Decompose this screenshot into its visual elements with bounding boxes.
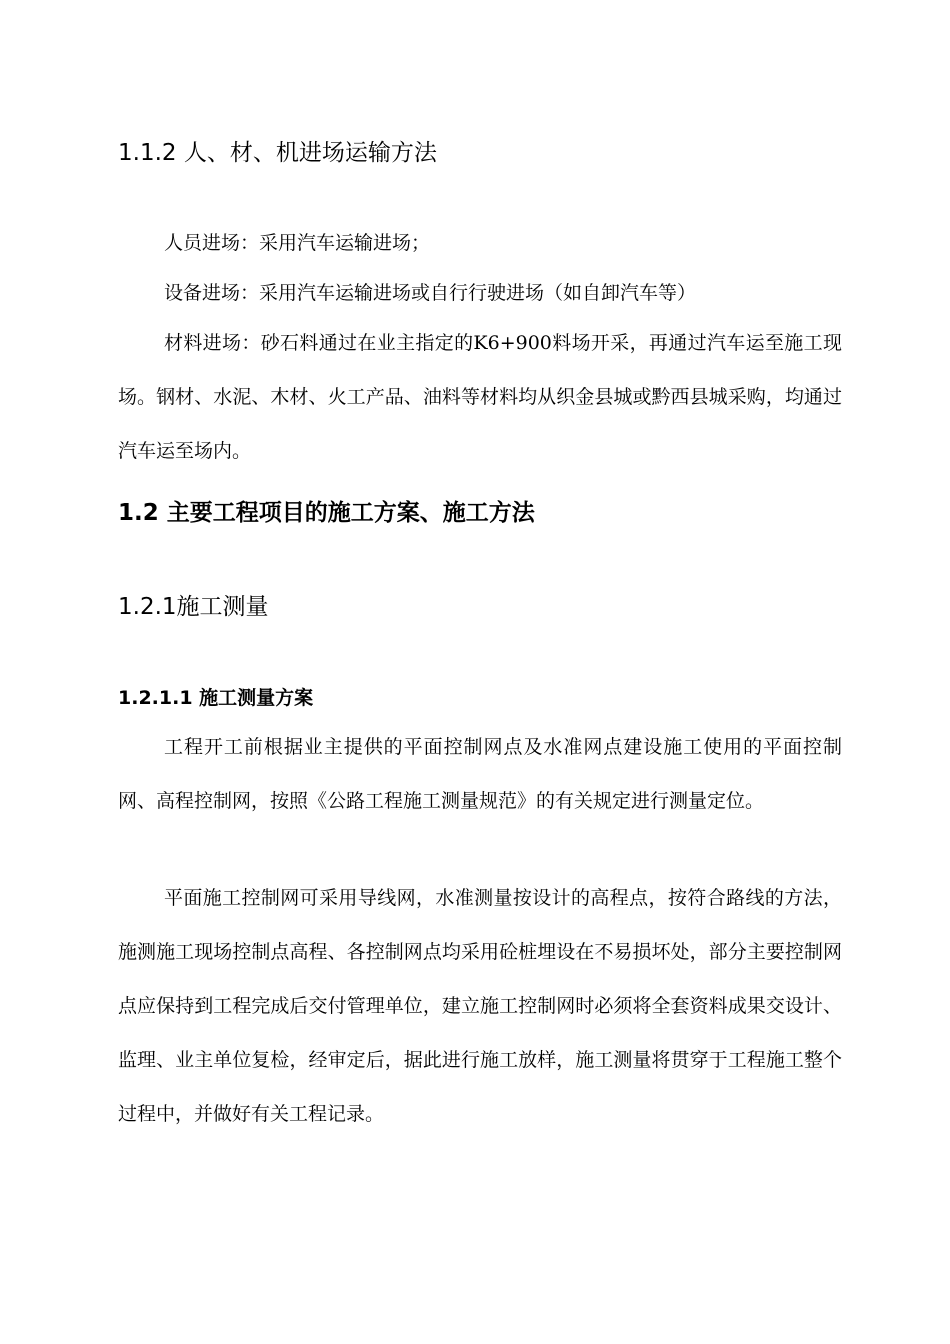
section-heading-1-2: 1.2 主要工程项目的施工方案、施工方法 (118, 500, 535, 526)
paragraph-personnel-entry: 人员进场：采用汽车运输进场； (164, 232, 431, 254)
paragraph-materials-entry: 材料进场：砂石料通过在业主指定的K6+900料场开采，再通过汽车运至施工现场。钢材、水泥、木材、火工产品、油料等材料均从织金县城或黔西县城采购，均通过汽车运至场内。 (118, 332, 842, 462)
paragraph-survey-plan: 工程开工前根据业主提供的平面控制网点及水准网点建设施工使用的平面控制网、高程控制网，按照《公路工程施工测量规范》的有关规定进行测量定位。 (118, 736, 842, 812)
paragraph-control-network: 平面施工控制网可采用导线网，水准测量按设计的高程点，按符合路线的方法，施测施工现场控制点高程、各控制网点均采用砼桩埋设在不易损坏处，部分主要控制网点应保持到工程完成后交付管理单位，建立施工控制网时必须将全套资料成果交设计、监理、业主单位复检，经审定后，据此进行施工放样，施工测量将贯穿于工程施工整个过程中，并做好有关工程记录。 (118, 887, 842, 1125)
paragraph-equipment-entry: 设备进场：采用汽车运输进场或自行行驶进场（如自卸汽车等） (164, 282, 697, 304)
section-heading-1-2-1-1: 1.2.1.1 施工测量方案 (118, 687, 314, 709)
section-heading-1-2-1: 1.2.1施工测量 (118, 594, 269, 620)
section-heading-1-1-2: 1.1.2 人、材、机进场运输方法 (118, 140, 437, 166)
